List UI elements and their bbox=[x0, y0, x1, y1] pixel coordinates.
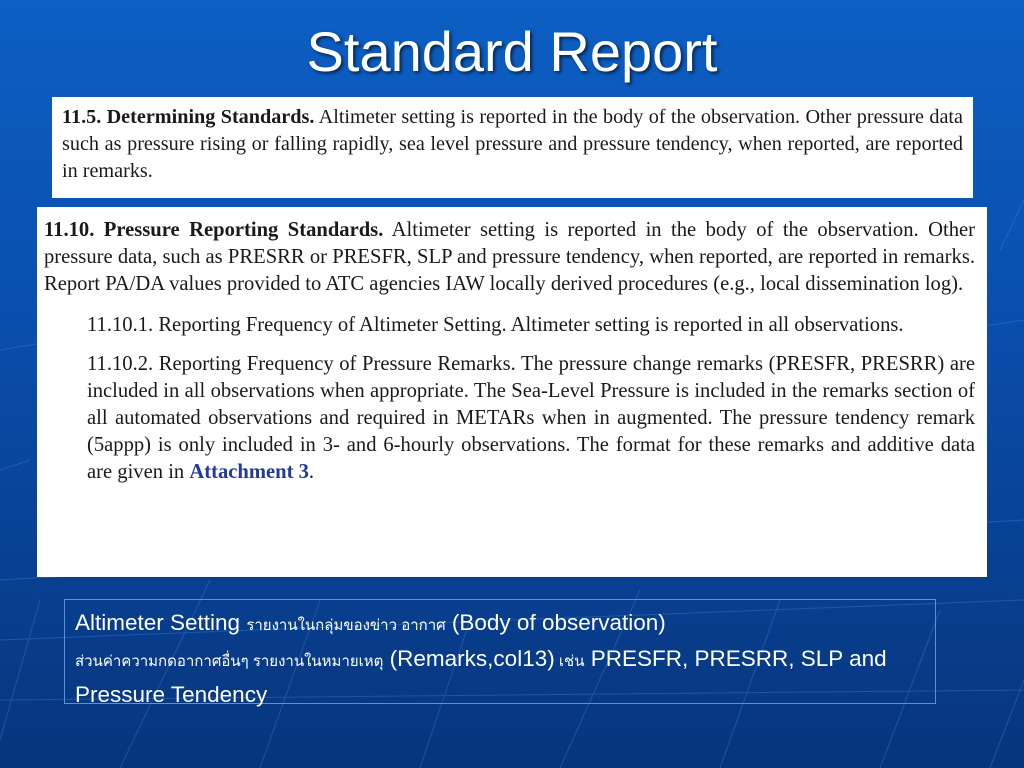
thai-text-such-as: เช่น bbox=[554, 653, 585, 670]
pressure-items-text: PRESFR, PRESRR, SLP and Pressure Tendency bbox=[75, 646, 887, 707]
altimeter-setting-label: Altimeter Setting bbox=[75, 610, 247, 635]
paragraph-11-10 bbox=[44, 217, 975, 298]
paragraph-11-10-1: 11.10.1. Reporting Frequency of Altimeter Setting. Altimeter setting is reported in all observations. bbox=[87, 314, 904, 336]
section-heading: 11.10. Pressure Reporting Standards. bbox=[44, 219, 384, 241]
body-of-observation-text: (Body of observation) bbox=[445, 610, 666, 635]
paragraph-11-10-2 bbox=[87, 351, 975, 486]
paragraph-text: Altimeter setting is reported in the body of the observation. Other pressure data, such as PRESRR or PRESFR, SLP and pressure tendency, when reported, are reported in remarks. Report PA/DA values provided to ATC agencies IAW locally derived procedures (e.g., local dissemination log). bbox=[44, 219, 975, 295]
paragraph-11-5 bbox=[62, 104, 963, 185]
paragraph-end: . bbox=[308, 461, 315, 483]
paragraph-text: 11.10.2. Reporting Frequency of Pressure Remarks. The pressure change remarks (PRESFR, PRESRR) are included in all observations when appropriate. The Sea-Level Pressure is included in the remarks section of all automated observations and required in METARs when in augmented. The pressure tendency remark (5appp) is only included in 3- and 6-hourly observations. The format for these remarks and additive data are given in bbox=[87, 353, 975, 483]
section-heading: 11.5. Determining Standards. bbox=[62, 106, 315, 128]
attachment-3-link[interactable]: Attachment 3 bbox=[189, 461, 309, 483]
document-excerpt-11-5 bbox=[52, 97, 973, 198]
thai-text-other-pressure: ส่วนค่าความกดอากาศอื่นๆ รายงานในหมายเหตุ bbox=[75, 653, 384, 670]
paragraph-text: Altimeter setting is reported in the body of the observation. Other pressure data such as pressure rising or falling rapidly, sea level pressure and pressure tendency, when reported, are reported in remarks. bbox=[62, 106, 963, 182]
notes-box bbox=[64, 599, 936, 707]
document-excerpt-11-10 bbox=[37, 207, 987, 577]
slide-title: Standard Report bbox=[306, 20, 718, 83]
remarks-text: (Remarks,col13) bbox=[383, 646, 555, 671]
thai-text-altimeter: รายงานในกลุ่มของข่าว อากาศ bbox=[246, 617, 446, 634]
